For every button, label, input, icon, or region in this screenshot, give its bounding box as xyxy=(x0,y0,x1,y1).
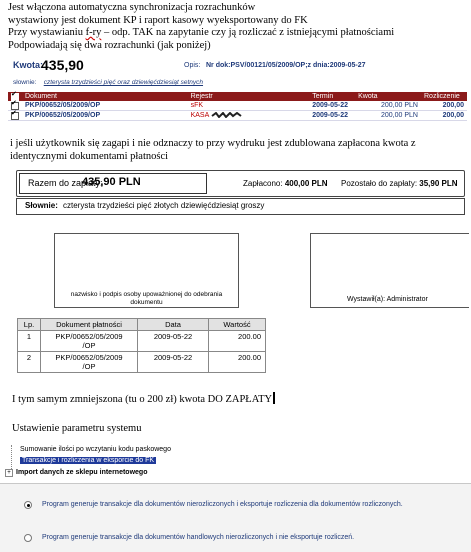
razem-box xyxy=(16,170,465,197)
table-row xyxy=(18,331,266,352)
razem-label: Razem do zapłaty: xyxy=(28,178,103,188)
slownie-row xyxy=(13,79,203,86)
cell-data: 2009-05-22 xyxy=(138,352,209,373)
option-1-label[interactable]: Program generuje transakcje dla dokumentów nierozliczonych i eksportuje rozliczenia dla dokumentów rozliczonych. xyxy=(42,501,403,508)
cell-kwota xyxy=(355,111,421,121)
zaplacono xyxy=(243,179,328,188)
doc-line: PKP/00652/05/2009 xyxy=(55,353,123,362)
pozostalo-label: Pozostało do zapłaty: xyxy=(341,179,418,188)
col-header-rozliczenie[interactable]: Rozliczenie xyxy=(421,92,467,101)
col-header-wartosc: Wartość xyxy=(209,319,266,331)
zaplacono-label: Zapłacono: xyxy=(243,179,283,188)
signature-box-issuer xyxy=(310,233,469,308)
summary-text xyxy=(12,392,275,405)
doc-line: /OP xyxy=(82,362,96,371)
radio-option-2[interactable] xyxy=(24,534,32,542)
razem-inner-box xyxy=(19,173,207,194)
col-header-lp: Lp. xyxy=(18,319,41,331)
table-row xyxy=(18,352,266,373)
doc-line: /OP xyxy=(82,341,96,350)
option-2-label[interactable]: Program generuje transakcje dla dokumentów handlowych nierozliczonych i nie eksportuje rozliczeń. xyxy=(42,534,355,541)
cell-termin: 2009-05-22 xyxy=(309,101,355,111)
table-header-row xyxy=(8,92,467,101)
slownie-box-label: Słownie: xyxy=(25,201,58,210)
tree-connector xyxy=(11,445,13,469)
rejestr-text: KASA xyxy=(190,112,209,119)
slownie-box xyxy=(16,198,465,215)
pozostalo xyxy=(341,179,458,188)
settings-heading: Ustawienie parametru systemu xyxy=(12,423,142,434)
col-header-kwota[interactable]: Kwota xyxy=(355,92,421,101)
cell-lp: 1 xyxy=(18,331,41,352)
cell-dokument xyxy=(41,352,138,373)
cell-rozliczenie: 200,00 xyxy=(421,101,467,111)
intro-text-part: – odp. TAK na zapytanie czy ją rozliczać z istniejącymi płatnościami xyxy=(101,27,395,38)
expand-icon[interactable]: + xyxy=(5,469,13,477)
tree-item-import[interactable] xyxy=(5,469,147,477)
slownie-box-value: czterysta trzydzieści pięć złotych dziewięćdziesiąt groszy xyxy=(63,201,265,210)
payments-table xyxy=(17,318,266,373)
signature-caption: nazwisko i podpis osoby upoważnionej do odebrania dokumentu xyxy=(70,291,223,306)
signature-box-recipient xyxy=(54,233,239,308)
slownie-label: słownie: xyxy=(13,79,37,86)
zaplacono-value: 400,00 PLN xyxy=(284,179,328,188)
cell-rejestr: sFK xyxy=(188,101,310,111)
kwota-amount: 200,00 xyxy=(381,102,403,109)
tree-item-label: Import danych ze sklepu internetowego xyxy=(16,469,148,476)
radio-option-1[interactable] xyxy=(24,501,32,509)
mid-text: i jeśli użytkownik się zagapi i nie odznaczy to przy wydruku jest zdublowana zapłacona kwota z identycznymi dokumentami płatności xyxy=(10,138,416,162)
intro-line: wystawiony jest dokument KP i raport kasowy wyeksportowany do FK xyxy=(8,14,308,26)
pozostalo-value: 35,90 PLN xyxy=(419,179,458,188)
col-header-termin[interactable]: Termin xyxy=(309,92,355,101)
redaction-scribble xyxy=(211,112,243,118)
options-panel xyxy=(0,483,471,552)
cell-dokument: PKP/00652/05/2009/OP xyxy=(22,101,188,111)
kwota-currency: PLN xyxy=(404,112,418,119)
cell-rozliczenie: 200,00 xyxy=(421,111,467,121)
tree-item-sumowanie[interactable]: Sumowanie ilości po wczytaniu kodu paskowego xyxy=(20,446,171,453)
text-caret xyxy=(273,392,275,404)
col-header-dokument-platnosci: Dokument płatności xyxy=(41,319,138,331)
cell-rejestr xyxy=(188,111,310,121)
cell-dokument: PKP/00652/05/2009/OP xyxy=(22,111,188,121)
cell-wartosc: 200.00 xyxy=(209,352,266,373)
cell-kwota xyxy=(355,101,421,111)
intro-line: Jest włączona automatyczna synchronizacja rozrachunków xyxy=(8,2,256,13)
tree-item-transakcje[interactable]: Transakcje i rozliczenia w eksporcie do FK xyxy=(22,457,155,464)
col-header-dokument[interactable]: Dokument xyxy=(22,92,188,101)
kwota-currency: PLN xyxy=(404,102,418,109)
intro-line xyxy=(8,27,394,40)
table-row[interactable] xyxy=(8,111,467,121)
cell-lp: 2 xyxy=(18,352,41,373)
slownie-value: czterysta trzydzieści pięć oraz dziewięćdziesiąt setnych xyxy=(43,79,204,86)
spellcheck-word: f-ry xyxy=(85,27,102,38)
razem-value: 435,90 PLN xyxy=(82,176,141,188)
table-row[interactable] xyxy=(8,101,467,111)
doc-line: PKP/00652/05/2009 xyxy=(55,332,123,341)
col-header-rejestr[interactable]: Rejestr xyxy=(188,92,310,101)
settlements-table xyxy=(8,92,467,121)
intro-line: Podpowiadają się dwa rozrachunki (jak poniżej) xyxy=(8,39,211,51)
cell-termin: 2009-05-22 xyxy=(309,111,355,121)
kwota-value: 435,90 xyxy=(41,57,84,73)
opis-label: Opis: xyxy=(184,62,201,69)
summary-text-content: I tym samym zmniejszona (tu o 200 zł) kwota DO ZAPŁATY xyxy=(12,394,273,405)
col-header-data: Data xyxy=(138,319,209,331)
cell-dokument xyxy=(41,331,138,352)
intro-text-part: Przy wystawianiu xyxy=(8,27,86,38)
cell-wartosc: 200.00 xyxy=(209,331,266,352)
cell-data: 2009-05-22 xyxy=(138,331,209,352)
issuer-caption: Wystawił(a): Administrator xyxy=(347,296,428,303)
opis-value: Nr dok:PSV/00121/05/2009/OP;z dnia:2009-05-27 xyxy=(206,62,366,69)
kwota-label: Kwota: xyxy=(13,60,43,70)
table-header-row xyxy=(18,319,266,331)
kwota-row xyxy=(8,59,468,73)
row-checkbox[interactable] xyxy=(8,111,22,121)
intro-text xyxy=(8,2,394,52)
kwota-amount: 200,00 xyxy=(381,112,403,119)
